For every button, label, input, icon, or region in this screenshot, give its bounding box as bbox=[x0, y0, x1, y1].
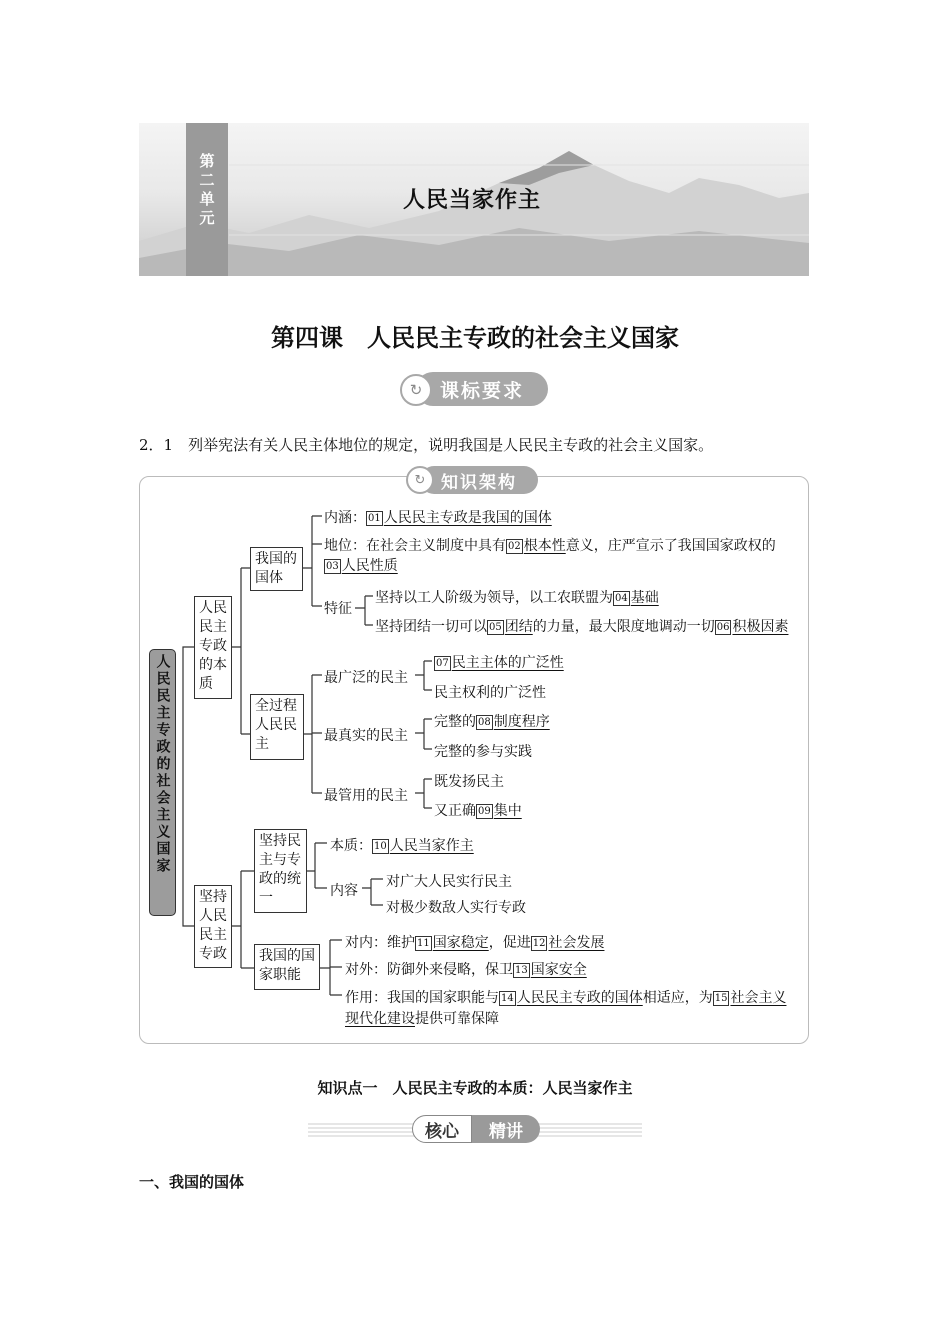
tezheng-label: 特征 bbox=[324, 601, 352, 617]
answer-text: 民主主体的广泛性 bbox=[451, 655, 564, 671]
diwei-label: 地位：在社会主义制度中具有 bbox=[324, 538, 506, 554]
answer-number: 12 bbox=[532, 938, 546, 949]
guanyong-2 bbox=[434, 800, 522, 820]
diwei-line bbox=[324, 535, 776, 555]
answer-text: 人民当家作主 bbox=[389, 838, 474, 854]
essence-node-label: 人民民主专政的本质 bbox=[199, 600, 227, 692]
answer-number: 09 bbox=[478, 806, 491, 817]
answer-number: 01 bbox=[368, 513, 381, 524]
lesson-title: 第四课 人民民主专政的社会主义国家 bbox=[271, 324, 679, 352]
guoti-node-label: 我国的国体 bbox=[255, 551, 297, 586]
core-banner bbox=[308, 1115, 642, 1145]
zhineng-node-label: 我国的国家职能 bbox=[259, 948, 315, 983]
answer-text: 人民民主专政是我国的国体 bbox=[383, 510, 552, 526]
answer-text: 社会主义 bbox=[730, 990, 787, 1006]
benzhi-line bbox=[330, 835, 474, 855]
section-heading: 一、我国的国体 bbox=[139, 1173, 245, 1191]
diwei-rest: 意义，庄严宣示了我国国家政权的 bbox=[565, 538, 776, 554]
guoti-node bbox=[250, 547, 303, 591]
guanyong-1: 既发扬民主 bbox=[434, 774, 504, 790]
tezheng-1 bbox=[375, 587, 659, 607]
framework-pill-label: 知识架构 bbox=[441, 472, 517, 493]
quanguocheng-node bbox=[250, 694, 304, 760]
gy2-pre: 又正确 bbox=[434, 803, 476, 819]
tezheng-2 bbox=[375, 616, 788, 636]
refresh-icon: ↻ bbox=[406, 466, 434, 494]
zhenshi-label: 最真实的民主 bbox=[324, 728, 408, 744]
answer-text: 现代化建设 bbox=[345, 1011, 415, 1027]
neihan-line bbox=[324, 507, 552, 527]
answer-number: 02 bbox=[508, 541, 521, 552]
tongyi-node-label: 坚持民主与专政的统一 bbox=[259, 833, 301, 906]
duiwai-line bbox=[345, 959, 587, 979]
answer-text: 根本性 bbox=[523, 538, 566, 554]
refresh-icon: ↻ bbox=[400, 374, 432, 406]
duinei-pre: 对内：维护 bbox=[345, 935, 415, 951]
unit-label: 第二单元 bbox=[197, 153, 216, 229]
zuoyong-line bbox=[345, 987, 786, 1007]
answer-text: 国家安全 bbox=[530, 962, 587, 978]
answer-number: 04 bbox=[615, 593, 628, 604]
answer-number: 05 bbox=[489, 622, 502, 633]
answer-number: 15 bbox=[714, 993, 728, 1004]
answer-number: 03 bbox=[326, 561, 339, 572]
guangfan-label: 最广泛的民主 bbox=[324, 670, 408, 686]
tz2-pre: 坚持团结一切可以 bbox=[375, 619, 487, 635]
banner-title: 人民当家作主 bbox=[403, 187, 542, 213]
zuoyong-pre: 作用：我国的国家职能与 bbox=[345, 990, 499, 1006]
tz1-pre: 坚持以工人阶级为领导，以工农联盟为 bbox=[375, 590, 613, 606]
core-label: 核心 bbox=[412, 1115, 472, 1143]
answer-text: 制度程序 bbox=[493, 714, 550, 730]
answer-text: 国家稳定 bbox=[432, 935, 489, 951]
neirong-2: 对极少数敌人实行专政 bbox=[386, 900, 526, 916]
zhineng-node bbox=[254, 944, 320, 990]
neirong-label: 内容 bbox=[330, 883, 358, 899]
answer-number: 10 bbox=[374, 841, 387, 852]
benzhi-label: 本质： bbox=[330, 838, 372, 854]
zhenshi-2: 完整的参与实践 bbox=[434, 744, 532, 760]
answer-text: 团结 bbox=[504, 619, 533, 635]
answer-number: 13 bbox=[515, 965, 528, 976]
guangfan-2: 民主权利的广泛性 bbox=[434, 685, 546, 701]
answer-text: 社会发展 bbox=[548, 935, 605, 951]
answer-text: 人民民主专政的国体 bbox=[516, 990, 643, 1006]
essence-node bbox=[194, 596, 232, 699]
zuoyong-mid: 相适应，为 bbox=[642, 990, 713, 1006]
jianchi-node bbox=[194, 885, 232, 968]
duiwai-pre: 对外：防御外来侵略，保卫 bbox=[345, 962, 513, 978]
zuoyong-post: 提供可靠保障 bbox=[415, 1011, 499, 1027]
jianchi-node-label: 坚持人民民主专政 bbox=[199, 889, 227, 962]
zs1-pre: 完整的 bbox=[434, 714, 476, 730]
guangfan-1 bbox=[434, 652, 564, 672]
diwei-line-2 bbox=[324, 555, 398, 575]
duinei-line bbox=[345, 932, 604, 952]
answer-text: 集中 bbox=[493, 803, 522, 819]
root-node-label: 人民民主专政的社会主义国家 bbox=[154, 654, 171, 875]
neirong-1: 对广大人民实行民主 bbox=[386, 874, 512, 890]
requirements-text: 2．1 列举宪法有关人民主体地位的规定，说明我国是人民民主专政的社会主义国家。 bbox=[139, 436, 714, 454]
answer-text: 基础 bbox=[630, 590, 659, 606]
answer-number: 08 bbox=[478, 717, 491, 728]
requirements-pill-label: 课标要求 bbox=[439, 379, 524, 402]
zuoyong-line-2 bbox=[345, 1008, 499, 1028]
guanyong-label: 最管用的民主 bbox=[324, 788, 408, 804]
quanguocheng-node-label: 全过程人民民主 bbox=[255, 698, 297, 752]
answer-number: 06 bbox=[716, 622, 730, 633]
duinei-mid: ，促进 bbox=[488, 935, 531, 951]
answer-number: 07 bbox=[436, 658, 449, 669]
answer-text: 积极因素 bbox=[732, 619, 789, 635]
zhenshi-1 bbox=[434, 711, 550, 731]
answer-number: 11 bbox=[417, 938, 430, 949]
jingjiang-label: 精讲 bbox=[472, 1115, 540, 1143]
root-node bbox=[149, 649, 176, 916]
knowledge-point-title: 知识点一 人民民主专政的本质：人民当家作主 bbox=[317, 1079, 633, 1097]
answer-text: 人民性质 bbox=[341, 558, 398, 574]
tongyi-node bbox=[254, 829, 307, 913]
neihan-label: 内涵： bbox=[324, 510, 366, 526]
answer-number: 14 bbox=[501, 993, 514, 1004]
tz2-mid: 的力量，最大限度地调动一切 bbox=[532, 619, 715, 635]
